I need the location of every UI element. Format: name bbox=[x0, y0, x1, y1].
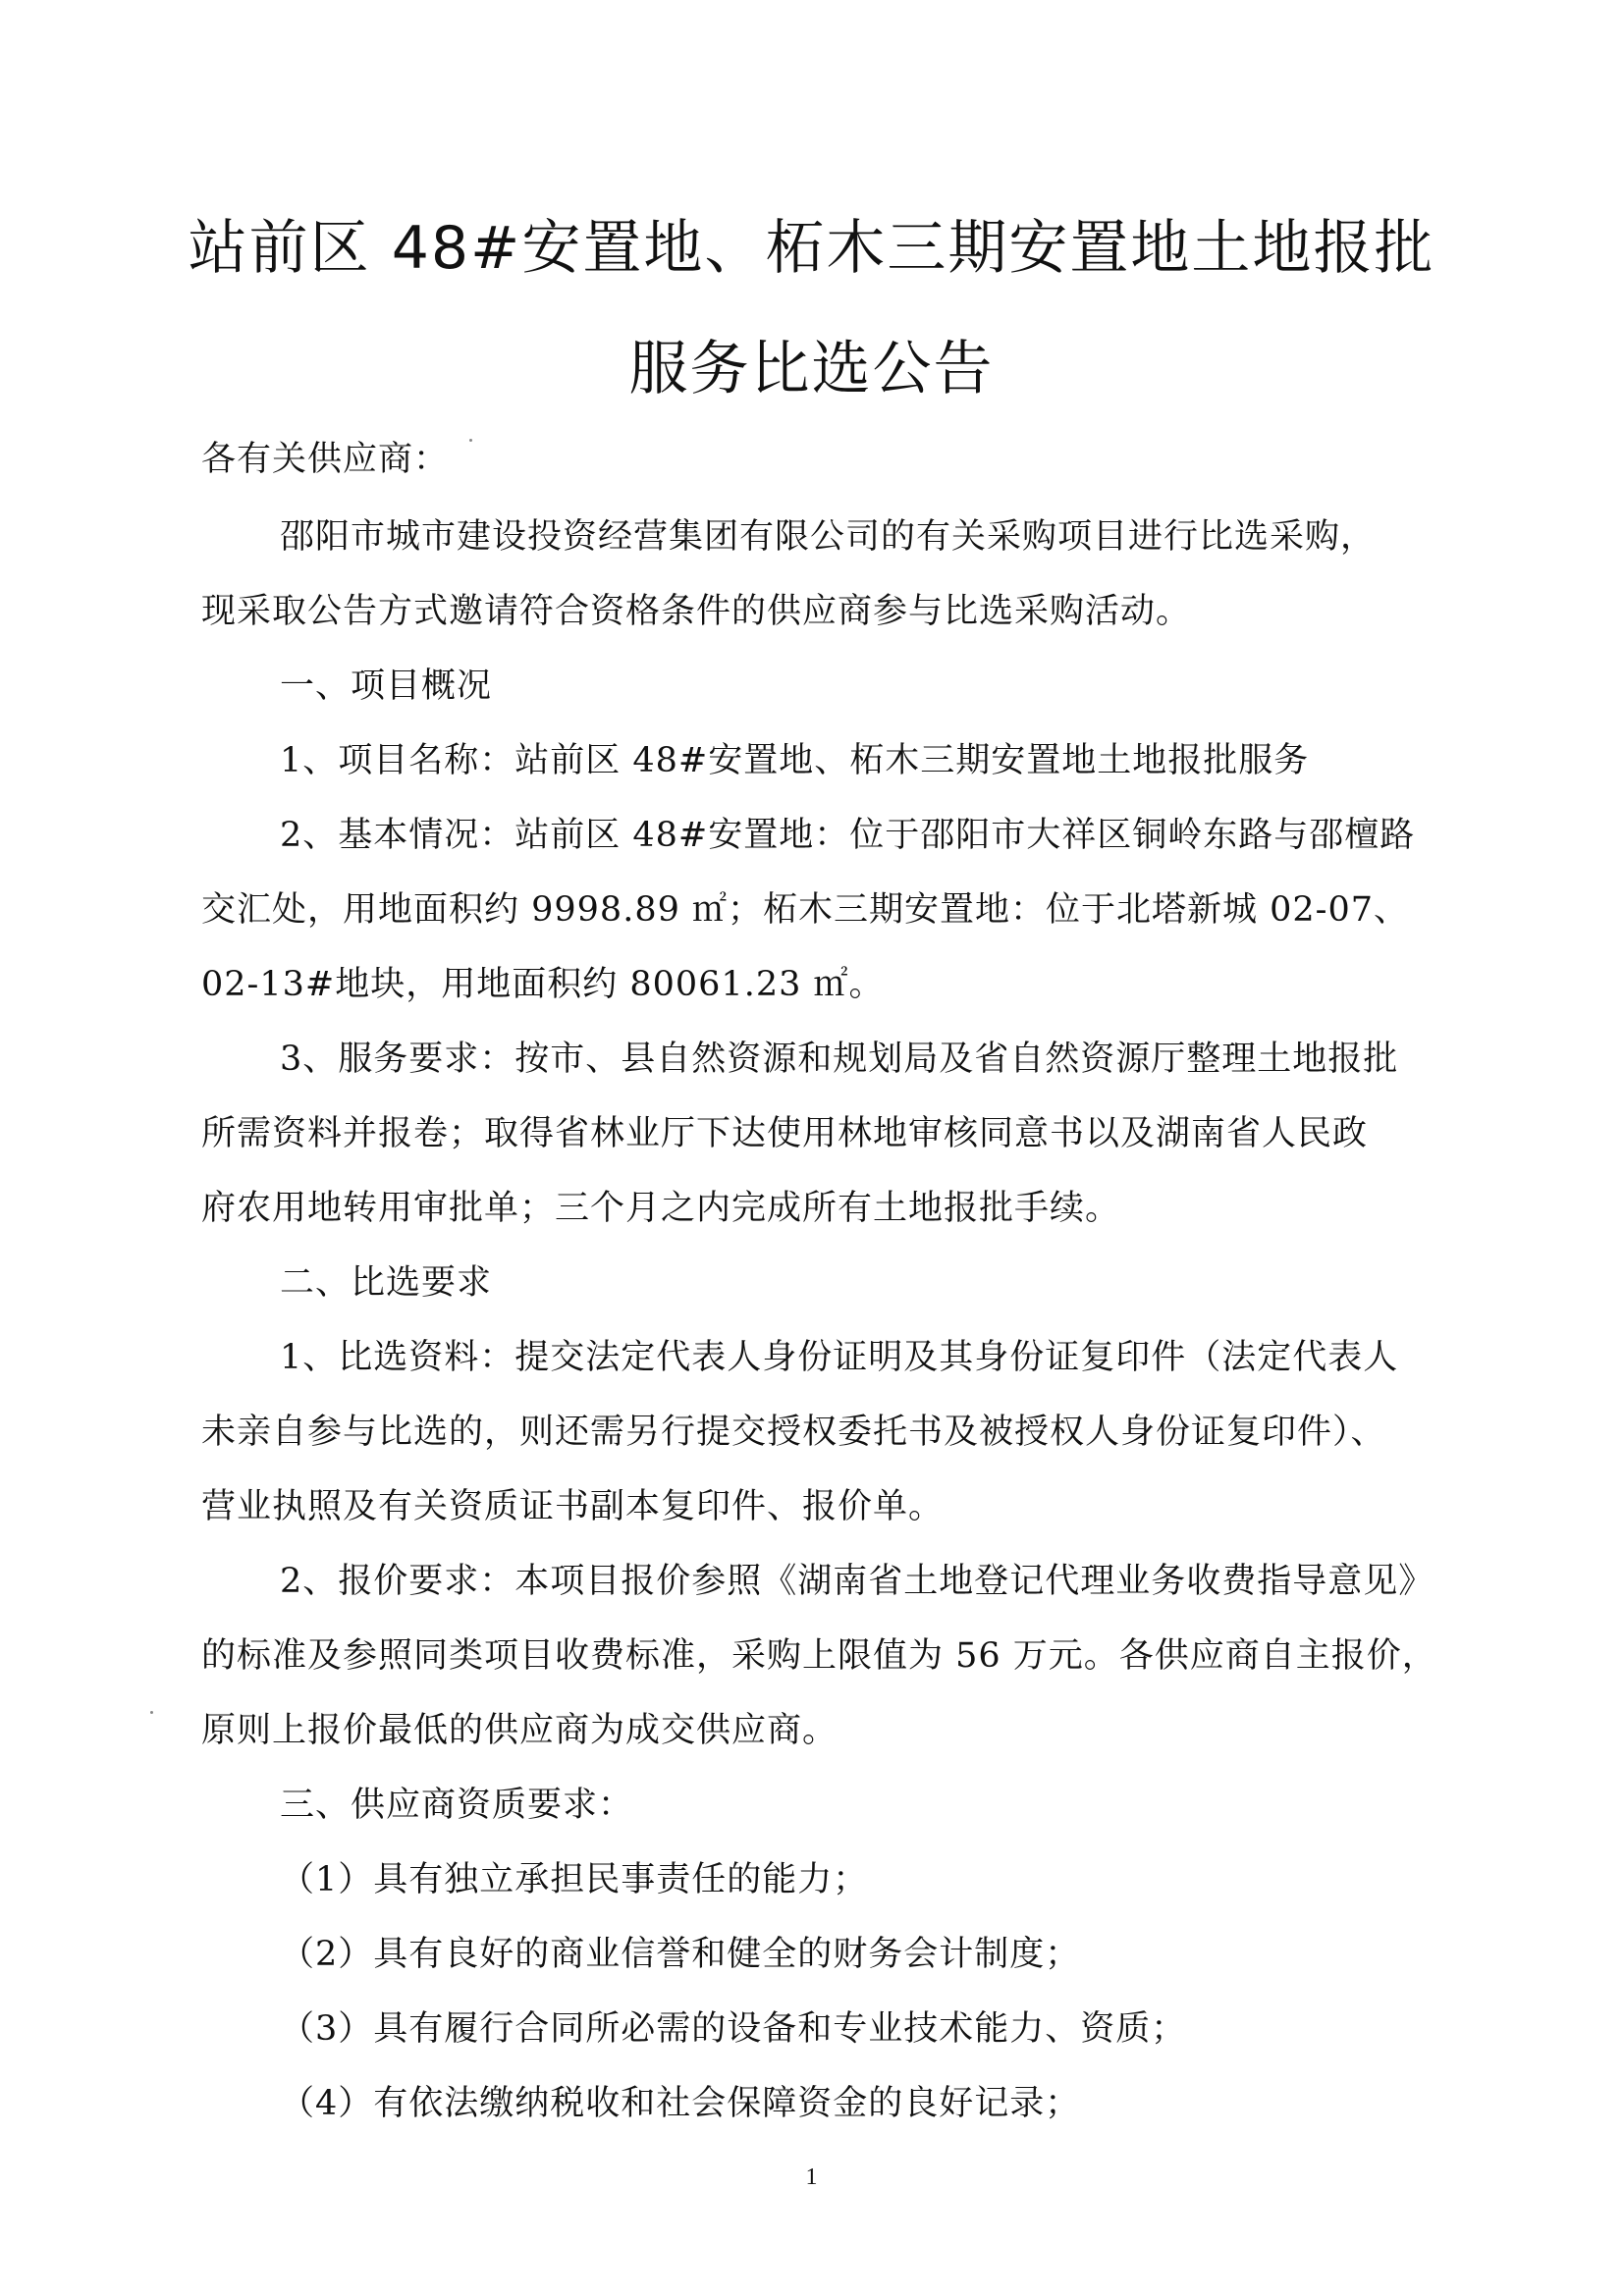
quote-req-line-1: 2、报价要求：本项目报价参照《湖南省土地登记代理业务收费指导意见》 bbox=[280, 1562, 1434, 1601]
intro-line-1: 邵阳市城市建设投资经营集团有限公司的有关采购项目进行比选采购， bbox=[280, 517, 1377, 557]
service-req-line-1: 3、服务要求：按市、县自然资源和规划局及省自然资源厅整理土地报批 bbox=[280, 1040, 1399, 1079]
basic-info-line-2: 交汇处，用地面积约 9998.89 ㎡；柘木三期安置地：位于北塔新城 02-07、 bbox=[201, 890, 1410, 930]
intro-line-2: 现采取公告方式邀请符合资格条件的供应商参与比选采购活动。 bbox=[201, 592, 1192, 631]
section-3-heading: 三、供应商资质要求： bbox=[280, 1786, 634, 1825]
service-req-line-2: 所需资料并报卷；取得省林业厅下达使用林地审核同意书以及湖南省人民政 bbox=[201, 1114, 1369, 1153]
quote-req-line-2: 的标准及参照同类项目收费标准，采购上限值为 56 万元。各供应商自主报价， bbox=[201, 1636, 1437, 1676]
section-2-heading: 二、比选要求 bbox=[280, 1263, 493, 1303]
document-title-line-1: 站前区 48#安置地、柘木三期安置地土地报批 bbox=[188, 214, 1435, 283]
quote-req-line-3: 原则上报价最低的供应商为成交供应商。 bbox=[201, 1711, 839, 1750]
qualification-item-3: （3）具有履行合同所必需的设备和专业技术能力、资质； bbox=[280, 2009, 1187, 2049]
section-1-heading: 一、项目概况 bbox=[280, 667, 493, 706]
qualification-item-4: （4）有依法缴纳税收和社会保障资金的良好记录； bbox=[280, 2084, 1081, 2123]
service-req-line-3: 府农用地转用审批单；三个月之内完成所有土地报批手续。 bbox=[201, 1189, 1121, 1228]
project-name-item: 1、项目名称：站前区 48#安置地、柘木三期安置地土地报批服务 bbox=[280, 741, 1310, 780]
scan-speck bbox=[150, 1711, 153, 1714]
scan-speck bbox=[469, 439, 472, 442]
page-number: 1 bbox=[805, 2164, 818, 2190]
basic-info-line-1: 2、基本情况：站前区 48#安置地：位于邵阳市大祥区铜岭东路与邵檀路 bbox=[280, 816, 1416, 855]
materials-line-1: 1、比选资料：提交法定代表人身份证明及其身份证复印件（法定代表人 bbox=[280, 1338, 1399, 1377]
qualification-item-1: （1）具有独立承担民事责任的能力； bbox=[280, 1860, 869, 1899]
qualification-item-2: （2）具有良好的商业信誉和健全的财务会计制度； bbox=[280, 1935, 1081, 1974]
basic-info-line-3: 02-13#地块，用地面积约 80061.23 ㎡。 bbox=[201, 965, 885, 1004]
document-title-line-2: 服务比选公告 bbox=[628, 335, 995, 403]
materials-line-2: 未亲自参与比选的，则还需另行提交授权委托书及被授权人身份证复印件）、 bbox=[201, 1413, 1386, 1452]
materials-line-3: 营业执照及有关资质证书副本复印件、报价单。 bbox=[201, 1487, 945, 1526]
salutation: 各有关供应商： bbox=[201, 440, 450, 479]
